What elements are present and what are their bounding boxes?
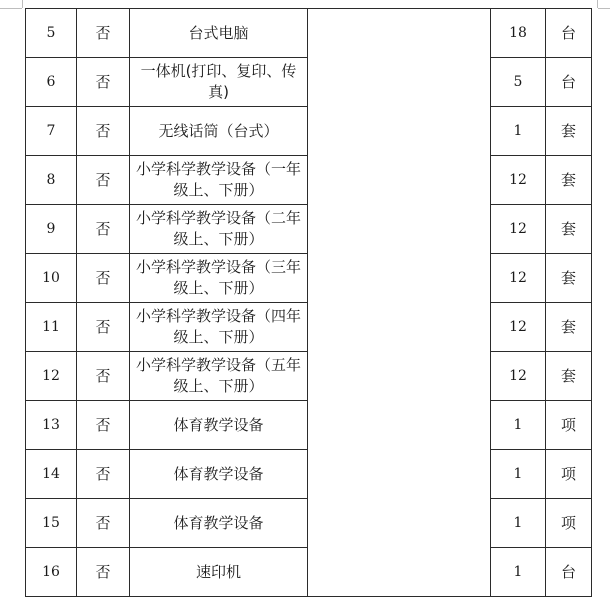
item-name-cell: 体育教学设备	[130, 401, 308, 450]
quantity-cell: 12	[491, 352, 546, 401]
row-number-cell: 12	[26, 352, 77, 401]
quantity-cell: 1	[491, 499, 546, 548]
imported-cell: 否	[77, 107, 130, 156]
imported-cell: 否	[77, 499, 130, 548]
table-row	[26, 9, 592, 58]
procurement-table	[25, 8, 592, 597]
imported-cell: 否	[77, 9, 130, 58]
unit-cell: 套	[546, 352, 592, 401]
quantity-cell: 12	[491, 303, 546, 352]
row-number-cell: 6	[26, 58, 77, 107]
item-name-cell: 无线话筒（台式）	[130, 107, 308, 156]
unit-cell: 台	[546, 9, 592, 58]
imported-cell: 否	[77, 254, 130, 303]
unit-cell: 台	[546, 548, 592, 597]
crop-mark-top-left-horizontal	[0, 8, 22, 9]
crop-mark-top-right-horizontal	[598, 8, 610, 9]
row-number-cell: 5	[26, 9, 77, 58]
imported-cell: 否	[77, 401, 130, 450]
unit-cell: 套	[546, 254, 592, 303]
item-name-cell: 体育教学设备	[130, 450, 308, 499]
imported-cell: 否	[77, 303, 130, 352]
row-number-cell: 15	[26, 499, 77, 548]
item-name-cell: 小学科学教学设备（三年级上、下册）	[130, 254, 308, 303]
imported-cell: 否	[77, 548, 130, 597]
unit-cell: 套	[546, 303, 592, 352]
unit-cell: 台	[546, 58, 592, 107]
item-name-cell: 台式电脑	[130, 9, 308, 58]
imported-cell: 否	[77, 352, 130, 401]
quantity-cell: 1	[491, 450, 546, 499]
unit-cell: 套	[546, 107, 592, 156]
row-number-cell: 10	[26, 254, 77, 303]
quantity-cell: 1	[491, 107, 546, 156]
row-number-cell: 13	[26, 401, 77, 450]
item-name-cell: 体育教学设备	[130, 499, 308, 548]
imported-cell: 否	[77, 450, 130, 499]
unit-cell: 套	[546, 205, 592, 254]
row-number-cell: 7	[26, 107, 77, 156]
unit-cell: 项	[546, 401, 592, 450]
merged-blank-cell	[308, 9, 491, 597]
quantity-cell: 12	[491, 156, 546, 205]
crop-mark-top-left-vertical	[22, 0, 23, 8]
row-number-cell: 8	[26, 156, 77, 205]
crop-mark-top-right-vertical	[597, 0, 598, 8]
quantity-cell: 12	[491, 254, 546, 303]
quantity-cell: 1	[491, 401, 546, 450]
row-number-cell: 16	[26, 548, 77, 597]
unit-cell: 项	[546, 450, 592, 499]
quantity-cell: 12	[491, 205, 546, 254]
unit-cell: 套	[546, 156, 592, 205]
quantity-cell: 5	[491, 58, 546, 107]
item-name-cell: 小学科学教学设备（四年级上、下册）	[130, 303, 308, 352]
imported-cell: 否	[77, 156, 130, 205]
quantity-cell: 1	[491, 548, 546, 597]
table-body	[26, 9, 592, 597]
unit-cell: 项	[546, 499, 592, 548]
row-number-cell: 14	[26, 450, 77, 499]
item-name-cell: 小学科学教学设备（二年级上、下册）	[130, 205, 308, 254]
item-name-cell: 一体机(打印、复印、传真)	[130, 58, 308, 107]
row-number-cell: 9	[26, 205, 77, 254]
item-name-cell: 小学科学教学设备（五年级上、下册）	[130, 352, 308, 401]
quantity-cell: 18	[491, 9, 546, 58]
imported-cell: 否	[77, 205, 130, 254]
item-name-cell: 速印机	[130, 548, 308, 597]
imported-cell: 否	[77, 58, 130, 107]
item-name-cell: 小学科学教学设备（一年级上、下册）	[130, 156, 308, 205]
row-number-cell: 11	[26, 303, 77, 352]
